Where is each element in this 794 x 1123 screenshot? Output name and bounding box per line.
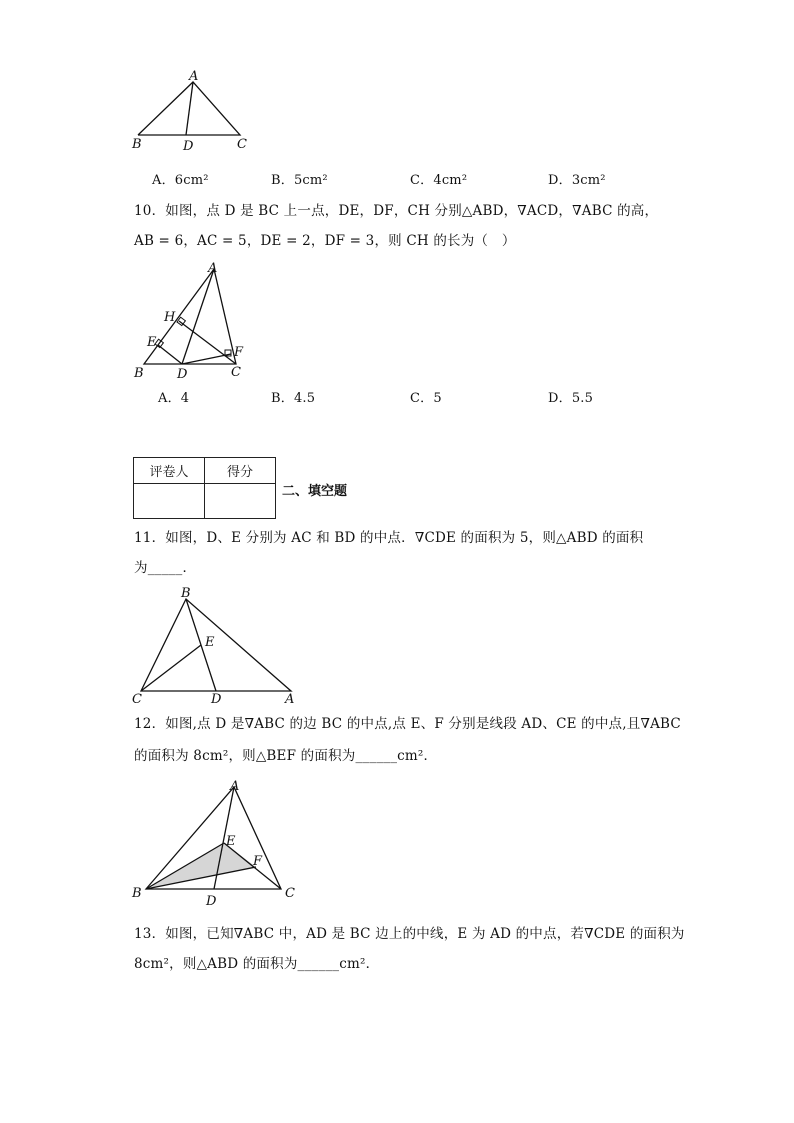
q10-label-c: C	[231, 365, 241, 380]
q10-option-c: C．5	[410, 391, 442, 406]
q10-question-line1: 10．如图，点 D 是 BC 上一点，DE，DF，CH 分别△ABD，∇ACD，∇ABC 的高，	[134, 203, 659, 219]
q12-label-d: D	[206, 894, 217, 909]
q12-question-line2: 的面积为 8cm²，则△BEF 的面积为______cm²．	[134, 748, 438, 764]
q10-option-a: A．4	[158, 391, 190, 406]
q9-option-b: B．5cm²	[271, 173, 328, 188]
q11-label-d: D	[211, 692, 222, 707]
q10-label-d: D	[177, 367, 188, 382]
q10-label-f: F	[234, 345, 244, 360]
section-title: 二、填空题	[282, 484, 348, 499]
score-table	[133, 457, 276, 519]
q11-label-a: A	[285, 692, 295, 707]
q12-label-e: E	[226, 834, 236, 849]
q11-label-e: E	[205, 635, 215, 650]
q12-label-a: A	[230, 779, 240, 794]
q10-option-d: D．5.5	[548, 391, 594, 406]
q9-triangle-figure	[128, 68, 258, 158]
score-table-header-score: 得分	[205, 458, 276, 484]
q9-option-a: A．6cm²	[152, 173, 209, 188]
q12-label-f: F	[253, 854, 263, 869]
q13-question-line1: 13．如图，已知∇ABC 中，AD 是 BC 边上的中线，E 为 AD 的中点，若∇CDE 的面积为	[134, 926, 685, 942]
q11-triangle-figure	[128, 585, 303, 707]
q9-label-d: D	[183, 139, 194, 154]
score-table-grader-cell	[134, 484, 205, 519]
q11-question-line1: 11．如图，D、E 分别为 AC 和 BD 的中点．∇CDE 的面积为 5，则△ABD 的面积	[134, 530, 644, 546]
q13-question-line2: 8cm²，则△ABD 的面积为______cm²．	[134, 956, 380, 972]
q9-option-d: D．3cm²	[548, 173, 606, 188]
score-table-score-cell	[205, 484, 276, 519]
q10-option-b: B．4.5	[271, 391, 316, 406]
q10-label-e: E	[147, 335, 157, 350]
q9-option-c: C．4cm²	[410, 173, 468, 188]
q11-label-c: C	[132, 692, 142, 707]
score-table-header-grader: 评卷人	[134, 458, 205, 484]
q12-label-c: C	[285, 886, 295, 901]
q10-label-h: H	[164, 310, 176, 325]
q12-triangle-figure	[128, 775, 308, 910]
q10-label-a: A	[208, 261, 218, 276]
q11-label-b: B	[181, 586, 191, 601]
q10-label-b: B	[134, 366, 144, 381]
q9-label-a: A	[189, 69, 199, 84]
q9-label-b: B	[132, 137, 142, 152]
q10-triangle-figure	[128, 258, 258, 383]
q9-label-c: C	[237, 137, 247, 152]
q12-question-line1: 12．如图,点 D 是∇ABC 的边 BC 的中点,点 E、F 分别是线段 AD、CE 的中点,且∇ABC	[134, 716, 681, 732]
q10-question-line2: AB = 6，AC = 5，DE = 2，DF = 3，则 CH 的长为（ ）	[134, 233, 516, 249]
q11-question-line2: 为_____．	[134, 560, 197, 576]
q12-label-b: B	[132, 886, 142, 901]
